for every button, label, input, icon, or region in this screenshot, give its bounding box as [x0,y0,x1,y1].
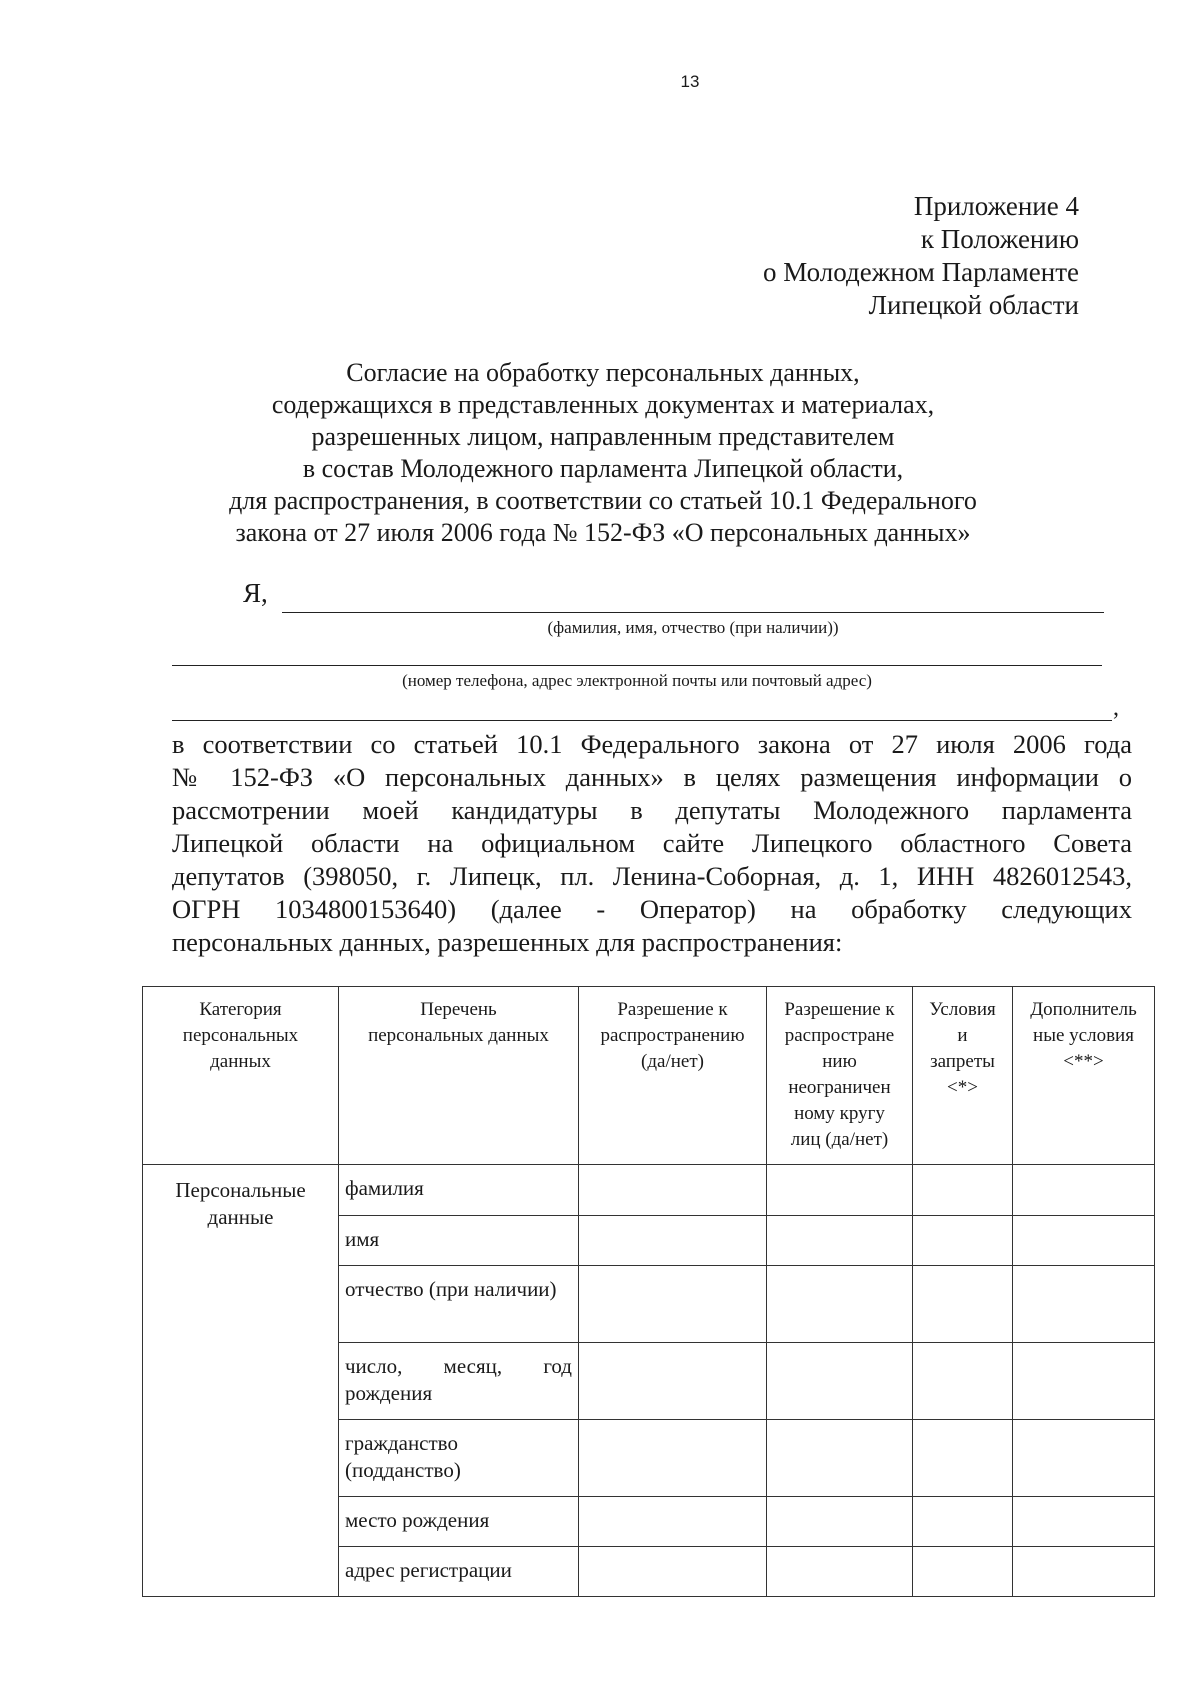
header-text-line: персональных данных [368,1025,549,1046]
consent-body [172,728,1132,959]
additional-conditions-cell[interactable] [1013,1165,1155,1216]
item-cell [339,1420,579,1497]
header-text-line: ные условия [1033,1025,1134,1046]
unlimited-permission-cell[interactable] [767,1343,913,1420]
permission-cell[interactable] [579,1497,767,1547]
item-text: адрес регистрации [345,1558,512,1582]
body-line: ОГРН 1034800153640) (далее - Оператор) на обработку следующих [172,894,1132,924]
conditions-cell[interactable] [913,1420,1013,1497]
permission-cell[interactable] [579,1343,767,1420]
permission-cell[interactable] [579,1266,767,1343]
conditions-cell[interactable] [913,1343,1013,1420]
unlimited-permission-cell[interactable] [767,1497,913,1547]
ya-label: Я, [243,578,268,608]
additional-conditions-cell[interactable] [1013,1216,1155,1266]
header-category [143,987,339,1165]
title-line: в состав Молодежного парламента Липецкой области, [302,454,904,483]
contact-fill-line-2[interactable] [172,720,1112,721]
appendix-line: к Положению [920,224,1079,254]
header-text-line: неограничен [788,1077,891,1098]
header-text-line: персональных [182,1025,299,1046]
body-line: персональных данных, разрешенных для распространения: [172,927,843,957]
item-text: число, месяц, год рождения [345,1354,572,1405]
item-cell [339,1547,579,1597]
permission-cell[interactable] [579,1165,767,1216]
header-text-line: <*> [947,1077,978,1098]
unlimited-permission-cell[interactable] [767,1216,913,1266]
conditions-cell[interactable] [913,1547,1013,1597]
header-text-line: Дополнитель [1030,999,1137,1020]
header-text-line: распростране [784,1025,895,1046]
header-text-line: Категория [199,999,282,1020]
body-line: рассмотрении моей кандидатуры в депутаты Молодежного парламента [172,795,1132,825]
document-title [130,357,1076,549]
appendix-line: Приложение 4 [913,191,1079,221]
header-text-line: ному кругу [794,1103,885,1124]
header-text-line: (да/нет) [641,1051,704,1072]
unlimited-permission-cell[interactable] [767,1547,913,1597]
header-text-line: Условия [929,999,996,1020]
additional-conditions-cell[interactable] [1013,1343,1155,1420]
trailing-comma: , [1113,695,1119,721]
page-number: 13 [680,72,700,91]
header-conditions [913,987,1013,1165]
contact-fill-line[interactable] [172,665,1102,666]
unlimited-permission-cell[interactable] [767,1165,913,1216]
unlimited-permission-cell[interactable] [767,1420,913,1497]
header-text-line: Разрешение к [784,999,895,1020]
item-text: отчество (при наличии) [345,1277,557,1301]
unlimited-permission-cell[interactable] [767,1266,913,1343]
appendix-line: Липецкой области [868,290,1079,320]
item-text: фамилия [345,1176,424,1200]
header-text-line: запреты [930,1051,995,1072]
header-text-line: данных [210,1051,271,1072]
conditions-cell[interactable] [913,1266,1013,1343]
header-permission [579,987,767,1165]
personal-data-table [142,986,1155,1597]
header-text-line: Перечень [420,999,497,1020]
header-unlimited-permission [767,987,913,1165]
additional-conditions-cell[interactable] [1013,1547,1155,1597]
contact-caption: (номер телефона, адрес электронной почты или почтовый адрес) [402,671,872,690]
additional-conditions-cell[interactable] [1013,1497,1155,1547]
item-text: гражданство (подданство) [345,1431,461,1482]
permission-cell[interactable] [579,1216,767,1266]
name-fill-line[interactable] [282,612,1104,613]
header-text-line: распространению [600,1025,745,1046]
name-caption: (фамилия, имя, отчество (при наличии)) [547,618,839,637]
conditions-cell[interactable] [913,1497,1013,1547]
item-cell [339,1343,579,1420]
appendix-reference [763,190,1079,322]
item-cell [339,1497,579,1547]
item-cell [339,1216,579,1266]
header-additional-conditions [1013,987,1155,1165]
table-row [143,1165,1155,1216]
item-text: место рождения [345,1508,490,1532]
header-text-line: лиц (да/нет) [790,1129,889,1150]
additional-conditions-cell[interactable] [1013,1266,1155,1343]
conditions-cell[interactable] [913,1216,1013,1266]
table-header-row [143,987,1155,1165]
body-line: депутатов (398050, г. Липецк, пл. Ленина-Соборная, д. 1, ИНН 4826012543, [172,861,1132,891]
header-text-line: нию [822,1051,857,1072]
header-text-line: <**> [1063,1051,1104,1072]
item-cell [339,1266,579,1343]
category-text-line: данные [207,1205,274,1229]
appendix-line: о Молодежном Парламенте [763,257,1079,287]
header-text-line: и [957,1025,968,1046]
body-line: № 152-ФЗ «О персональных данных» в целях размещения информации о [172,762,1132,792]
header-list [339,987,579,1165]
title-line: закона от 27 июля 2006 года № 152-ФЗ «О персональных данных» [235,518,971,547]
permission-cell[interactable] [579,1547,767,1597]
title-line: разрешенных лицом, направленным представителем [311,422,895,451]
item-cell [339,1165,579,1216]
category-cell [143,1165,339,1597]
conditions-cell[interactable] [913,1165,1013,1216]
title-line: для распространения, в соответствии со статьей 10.1 Федерального [229,486,977,515]
header-text-line: Разрешение к [617,999,728,1020]
body-line: Липецкой области на официальном сайте Липецкого областного Совета [172,828,1132,858]
title-line: Согласие на обработку персональных данных, [346,358,860,387]
additional-conditions-cell[interactable] [1013,1420,1155,1497]
body-line: в соответствии со статьей 10.1 Федерального закона от 27 июля 2006 года [172,729,1132,759]
title-line: содержащихся в представленных документах и материалах, [271,390,935,419]
category-text-line: Персональные [175,1178,306,1202]
item-text: имя [345,1227,380,1251]
permission-cell[interactable] [579,1420,767,1497]
